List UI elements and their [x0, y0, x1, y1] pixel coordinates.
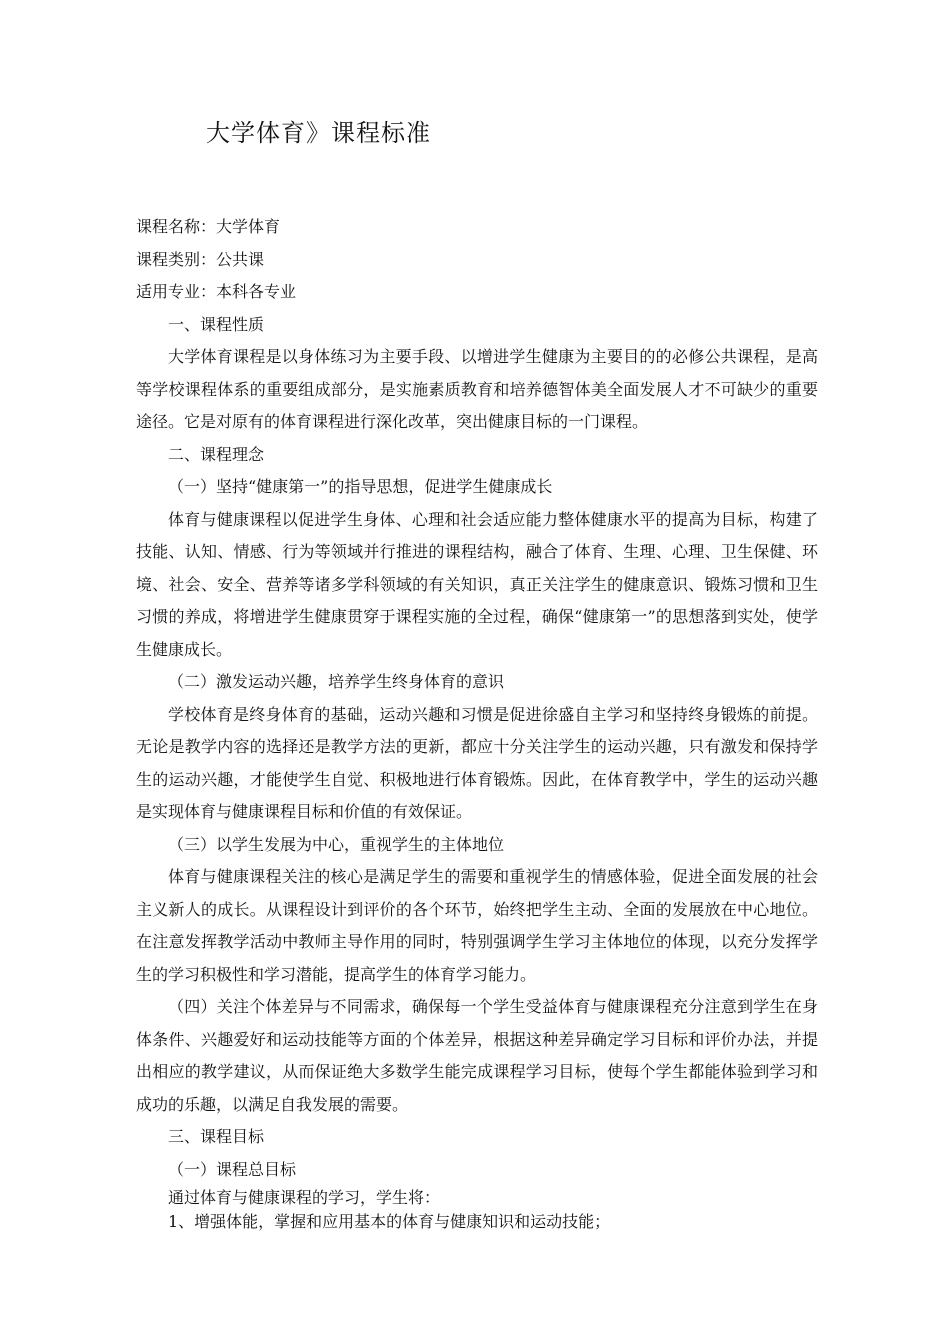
- applicable-major: 适用专业：本科各专业: [136, 282, 297, 301]
- course-name: 课程名称：大学体育: [136, 217, 281, 236]
- paragraph-nature: 大学体育课程是以身体练习为主要手段、以增进学生健康为主要目的的必修公共课程，是高等学校课程体系的重要组成部分，是实施素质教育和培养德智体美全面发展人才不可缺少的重要途径。它是对原有的体育课程进行深化改革，突出健康目标的一门课程。: [136, 347, 818, 431]
- section-heading-nature: 一、课程性质: [168, 314, 265, 334]
- paragraph-health-first: 体育与健康课程以促进学生身体、心理和社会适应能力整体健康水平的提高为目标，构建了技能、认知、情感、行为等领域并行推进的课程结构，融合了体育、生理、心理、卫生保健、环境、社会、安全、营养等诸多学科领域的有关知识，真正关注学生的健康意识、锻炼习惯和卫生习惯的养成，将增进学生健康贯穿于课程实施的全过程，确保“健康第一”的思想落到实处，使学生健康成长。: [136, 509, 818, 659]
- objective-item-1: 1、增强体能，掌握和应用基本的体育与健康知识和运动技能；: [168, 1212, 611, 1231]
- document-title: 大学体育》课程标准: [206, 119, 431, 147]
- paragraph-individual-differences: （四）关注个体差异与不同需求，确保每一个学生受益体育与健康课程充分注意到学生在身体条件、兴趣爱好和运动技能等方面的个体差异，根据这种差异确定学习目标和评价办法，并提出相应的教学建议，从而保证绝大多数学生能完成课程学习目标，使每个学生都能体验到学习和成功的乐趣，以满足自我发展的需要。: [136, 997, 818, 1114]
- paragraph-interest: 学校体育是终身体育的基础，运动兴趣和习惯是促进徐盛自主学习和坚持终身锻炼的前提。无论是教学内容的选择还是教学方法的更新，都应十分关注学生的运动兴趣，只有激发和保持学生的运动兴趣，才能使学生自觉、积极地进行体育锻炼。因此，在体育教学中，学生的运动兴趣是实现体育与健康课程目标和价值的有效保证。: [136, 704, 818, 821]
- objective-intro: 通过体育与健康课程的学习，学生将：: [168, 1188, 441, 1207]
- subheading-student-centered: （三）以学生发展为中心，重视学生的主体地位: [168, 834, 505, 854]
- subheading-overall-objective: （一）课程总目标: [168, 1159, 297, 1179]
- section-heading-philosophy: 二、课程理念: [168, 444, 265, 464]
- section-heading-objectives: 三、课程目标: [168, 1127, 265, 1146]
- subheading-interest: （二）激发运动兴趣，培养学生终身体育的意识: [168, 672, 505, 691]
- subheading-health-first: （一）坚持“健康第一”的指导思想，促进学生健康成长: [168, 477, 553, 496]
- paragraph-student-centered: 体育与健康课程关注的核心是满足学生的需要和重视学生的情感体验，促进全面发展的社会主义新人的成长。从课程设计到评价的各个环节，始终把学生主动、全面的发展放在中心地位。在注意发挥教学活动中教师主导作用的同时，特别强调学生学习主体地位的体现，以充分发挥学生的学习积极性和学习潜能，提高学生的体育学习能力。: [136, 867, 818, 984]
- document-body: [136, 211, 818, 1234]
- course-category: 课程类别：公共课: [136, 249, 265, 269]
